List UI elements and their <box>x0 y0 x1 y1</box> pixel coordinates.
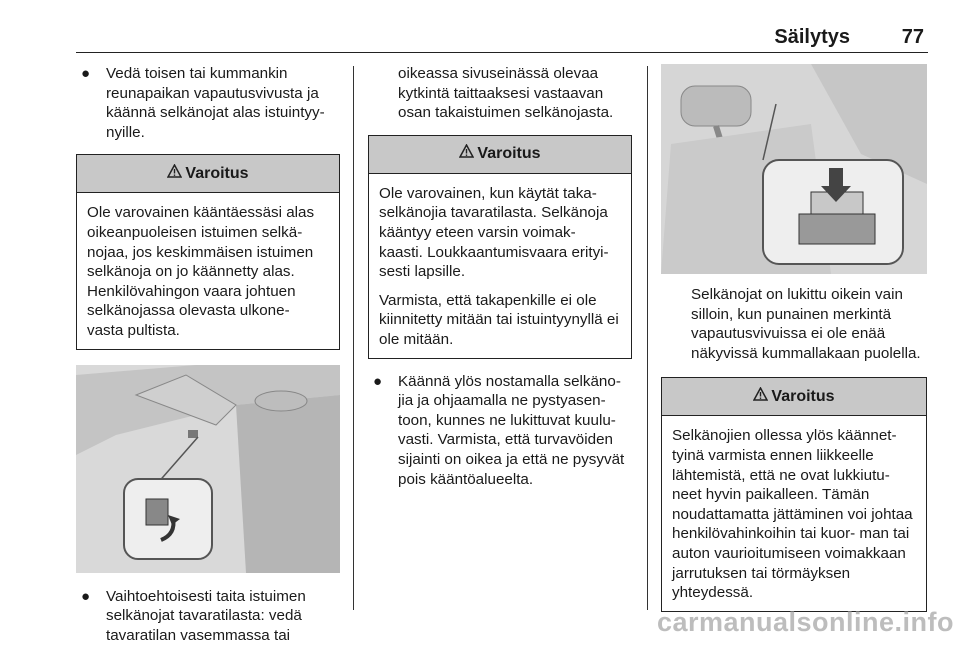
bullet-text: Vaihtoehtoisesti taita istuimen selkänojat tavaratilasta: vedä tavaratilan vasemmassa tai <box>106 587 306 644</box>
warning-text: Ole varovainen kääntäessäsi alas oikeanpuoleisen istuimen selkä- nojaa, jos keskimmäisen istuimen selkänoja on jo käännetty alas. Henkilövahingon vaara johtuen selkänojassa olevasta ulkone- vasta pultista. <box>87 204 315 339</box>
column-2 <box>368 64 632 489</box>
warning-header <box>662 378 926 416</box>
section-title: Säilytys <box>774 26 850 48</box>
bullet-item <box>76 587 340 645</box>
column-divider <box>353 66 354 610</box>
continuation-text: oikeassa sivuseinässä olevaa kytkintä taittaaksesi vastaavan osan takaistuimen selkänojasta. <box>398 65 614 122</box>
trunk-release-lever-illustration <box>76 365 340 573</box>
warning-title: Varoitus <box>477 145 541 163</box>
page-number: 77 <box>901 26 924 48</box>
warning-triangle-icon <box>753 387 768 407</box>
page-header <box>76 26 928 53</box>
bullet-text: Vedä toisen tai kummankin reunapaikan vapautusvivusta ja käännä selkänojat alas istuintyy- nyille. <box>106 65 325 141</box>
warning-header <box>77 155 339 193</box>
warning-header <box>369 136 631 174</box>
warning-title: Varoitus <box>185 165 249 183</box>
figure-caption <box>661 285 927 363</box>
bullet-item <box>76 64 340 142</box>
warning-text: Varmista, että takapenkille ei ole kiinnitetty mitään tai istuintyynyllä ei ole mitään. <box>379 291 619 348</box>
seatback-lock-indicator-illustration <box>661 64 927 274</box>
warning-triangle-icon <box>167 164 182 184</box>
bullet-text: Käännä ylös nostamalla selkäno- jia ja ohjaamalla ne pystyasen- toon, kunnes ne lukittuvat kuulu- vasti. Varmista, että turvavöiden sijainti on oikea ja että ne pysyvät pois kääntöalueelta. <box>398 372 625 488</box>
warning-box <box>368 135 632 359</box>
column-3 <box>661 64 927 612</box>
watermark: carmanualsonline.info <box>656 607 954 637</box>
warning-text: Selkänojien ollessa ylös käännet- tyinä varmista ennen liikkeelle lähtemistä, että ne ovat lukkiutu- neet hyvin paikalleen. Tämän noudattamatta jättäminen voi johtaa henkilövahinkoihin tai kuor- man tai auton vaurioitumiseen voimakkaan jarrutuksen tai törmäyksen yhteydessä. <box>672 427 913 602</box>
column-1 <box>76 64 340 645</box>
column-divider <box>647 66 648 610</box>
warning-box <box>661 377 927 611</box>
bullet-dot: ● <box>81 65 91 82</box>
warning-triangle-icon <box>459 144 474 164</box>
bullet-item <box>368 372 632 490</box>
warning-title: Varoitus <box>771 388 835 406</box>
caption-text: Selkänojat on lukittu oikein vain silloin, kun punainen merkintä vapautusvivuissa ei ole enää näkyvissä kummallakaan puolella. <box>691 286 921 362</box>
warning-text: Ole varovainen, kun käytät taka- selkänojia tavaratilasta. Selkänoja kääntyy eteen varsin voimak- kaasti. Loukkaantumisvaara erityi- sesti lapsille. <box>379 184 609 281</box>
warning-box <box>76 154 340 349</box>
bullet-dot: ● <box>81 587 91 605</box>
bullet-dot: ● <box>373 372 383 390</box>
